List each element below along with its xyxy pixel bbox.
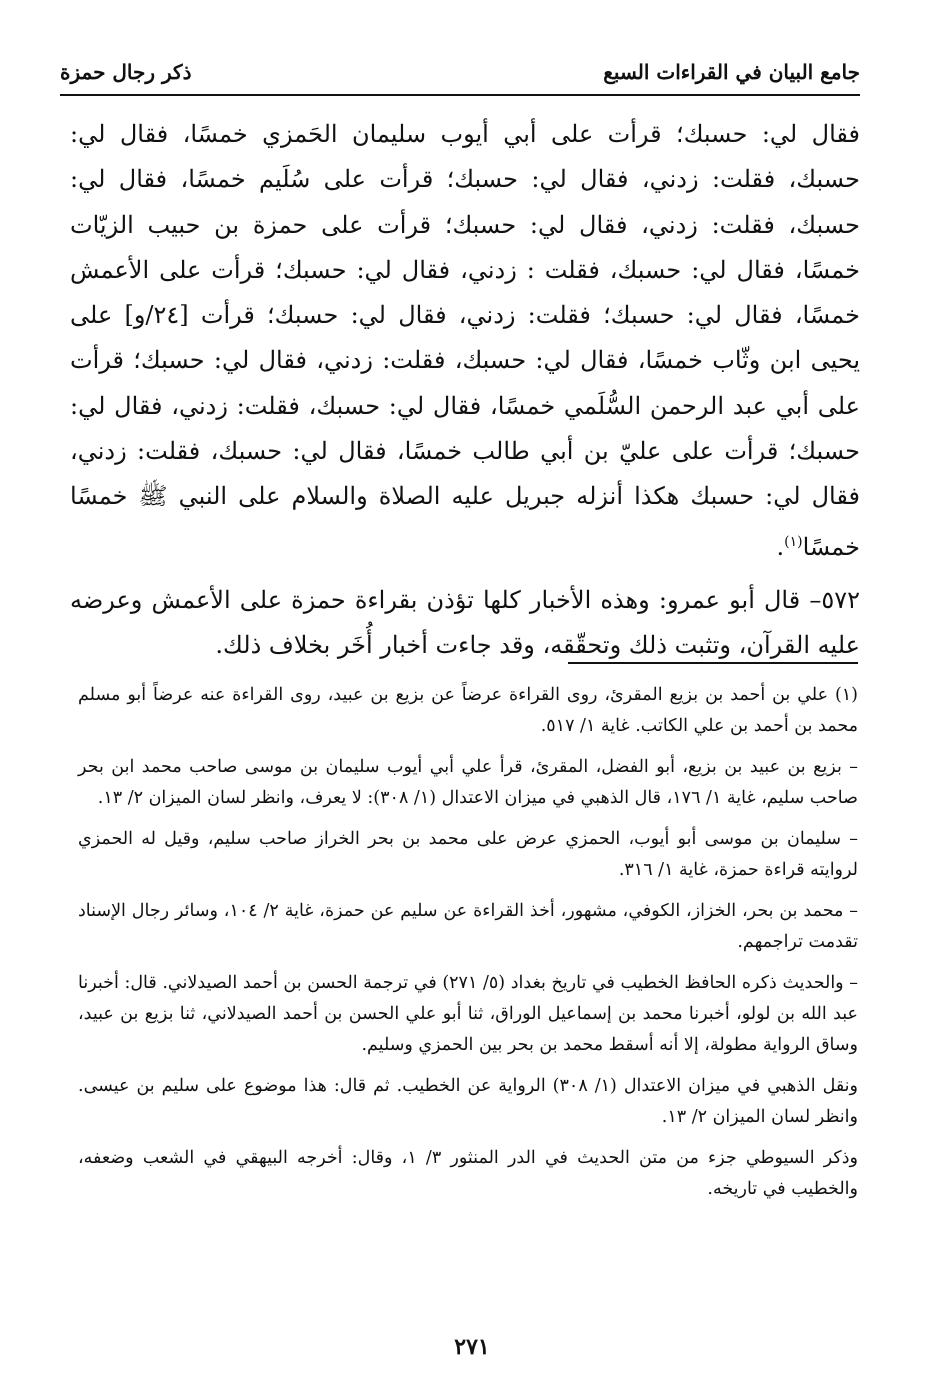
- paragraph-1-text: فقال لي: حسبك؛ قرأت على أبي أيوب سليمان الحَمزي خمسًا، فقال لي: حسبك، فقلت: زدني، فقال لي: حسبك؛ قرأت على سُلَيم خمسًا، فقال لي: حسبك، فقلت: زدني، فقال لي: حسبك؛ قرأت على حمزة بن حبيب الزيّات خمسًا، فقال لي: حسبك، فقلت : زدني، فقال لي: حسبك؛ قرأت على الأعمش خمسًا، فقال لي: حسبك؛ فقلت: زدني، فقال لي: حسبك؛ قرأت [٢٤/و] على يحيى ابن وثّاب خمسًا، فقال لي: حسبك، فقلت: زدني، فقال لي: حسبك؛ قرأت على أبي عبد الرحمن السُّلَمي خمسًا، فقال لي: حسبك، فقلت: زدني، فقال لي: حسبك؛ قرأت على عليّ بن أبي طالب خمسًا، فقال لي: حسبك، فقلت: زدني، فقال لي: حسبك هكذا أنزله جبريل عليه الصلاة والسلام على النبي ﷺ خمسًا خمسًا: [70, 120, 860, 561]
- running-header: [60, 52, 860, 92]
- main-text: [70, 112, 860, 669]
- header-rule: [60, 94, 860, 96]
- paragraph-1: فقال لي: حسبك؛ قرأت على أبي أيوب سليمان الحَمزي خمسًا، فقال لي: حسبك، فقلت: زدني، فقال لي: حسبك؛ قرأت على سُلَيم خمسًا، فقال لي: حسبك، فقلت: زدني، فقال لي: حسبك؛ قرأت على حمزة بن حبيب الزيّات خمسًا، فقال لي: حسبك، فقلت : زدني، فقال لي: حسبك؛ قرأت على الأعمش خمسًا، فقال لي: حسبك؛ فقلت: زدني، فقال لي: حسبك؛ قرأت [٢٤/و] على يحيى ابن وثّاب خمسًا، فقال لي: حسبك، فقلت: زدني، فقال لي: حسبك؛ قرأت على أبي عبد الرحمن السُّلَمي خمسًا، فقال لي: حسبك، فقلت: زدني، فقال لي: حسبك؛ قرأت على عليّ بن أبي طالب خمسًا، فقال لي: حسبك، فقلت: زدني، فقال لي: حسبك هكذا أنزله جبريل عليه الصلاة والسلام على النبي ﷺ خمسًا خمسًا$^{(١)}$.: [70, 120, 860, 561]
- footnote-1: (١) علي بن أحمد بن بزيع المقرئ، روى القراءة عرضاً عن بزيع بن عبيد، روى القراءة عنه عرضاً أبو مسلم محمد بن أحمد بن علي الكاتب. غاية ١/ ٥١٧.: [78, 685, 858, 736]
- footnote-marker: (١): [784, 533, 803, 550]
- page-number: ٢٧١: [454, 1334, 490, 1360]
- chapter-title: ذكر رجال حمزة: [60, 60, 192, 84]
- footnote-4: – محمد بن بحر، الخزاز، الكوفي، مشهور، أخذ القراءة عن سليم عن حمزة، غاية ٢/ ١٠٤، وسائر رجال الإسناد تقدمت تراجمهم.: [78, 901, 858, 952]
- footnotes: [78, 680, 858, 1215]
- footnote-6: ونقل الذهبي في ميزان الاعتدال (١/ ٣٠٨) الرواية عن الخطيب. ثم قال: هذا موضوع على سليم بن عيسى. وانظر لسان الميزان ٢/ ١٣.: [78, 1076, 858, 1127]
- book-title: جامع البيان في القراءات السبع: [603, 60, 860, 84]
- footnote-3: – سليمان بن موسى أبو أيوب، الحمزي عرض على محمد بن بحر الخراز صاحب سليم، وقيل له الحمزي لروايته قراءة حمزة، غاية ١/ ٣١٦.: [78, 829, 858, 880]
- footnote-7: وذكر السيوطي جزء من متن الحديث في الدر المنثور ٣/ ١، وقال: أخرجه البيهقي في الشعب وضعفه، والخطيب في تاريخه.: [78, 1148, 858, 1199]
- footnote-2: – بزيع بن عبيد بن بزيع، أبو الفضل، المقرئ، قرأ علي أبي أيوب سليمان بن موسى صاحب محمد ابن بحر صاحب سليم، غاية ١/ ١٧٦، قال الذهبي في ميزان الاعتدال (١/ ٣٠٨): لا يعرف، وانظر لسان الميزان ٢/ ١٣.: [78, 757, 858, 808]
- footnote-5: – والحديث ذكره الحافظ الخطيب في تاريخ بغداد (٥/ ٢٧١) في ترجمة الحسن بن أحمد الصيدلاني. قال: أخبرنا عبد الله بن لولو، أخبرنا محمد بن إسماعيل الوراق، ثنا أبو علي الحسن بن أحمد الصيدلاني، ثنا بزيع بن عبيد، وساق الرواية مطولة، إلا أنه أسقط محمد بن بحر بين الحمزي وسليم.: [78, 973, 859, 1055]
- paragraph-2: ٥٧٢– قال أبو عمرو: وهذه الأخبار كلها تؤذن بقراءة حمزة على الأعمش وعرضه عليه القرآن، وتثبت ذلك وتحقّقه، وقد جاءت أخبار أُخَر بخلاف ذلك.: [70, 585, 860, 660]
- footnote-rule: [568, 662, 858, 664]
